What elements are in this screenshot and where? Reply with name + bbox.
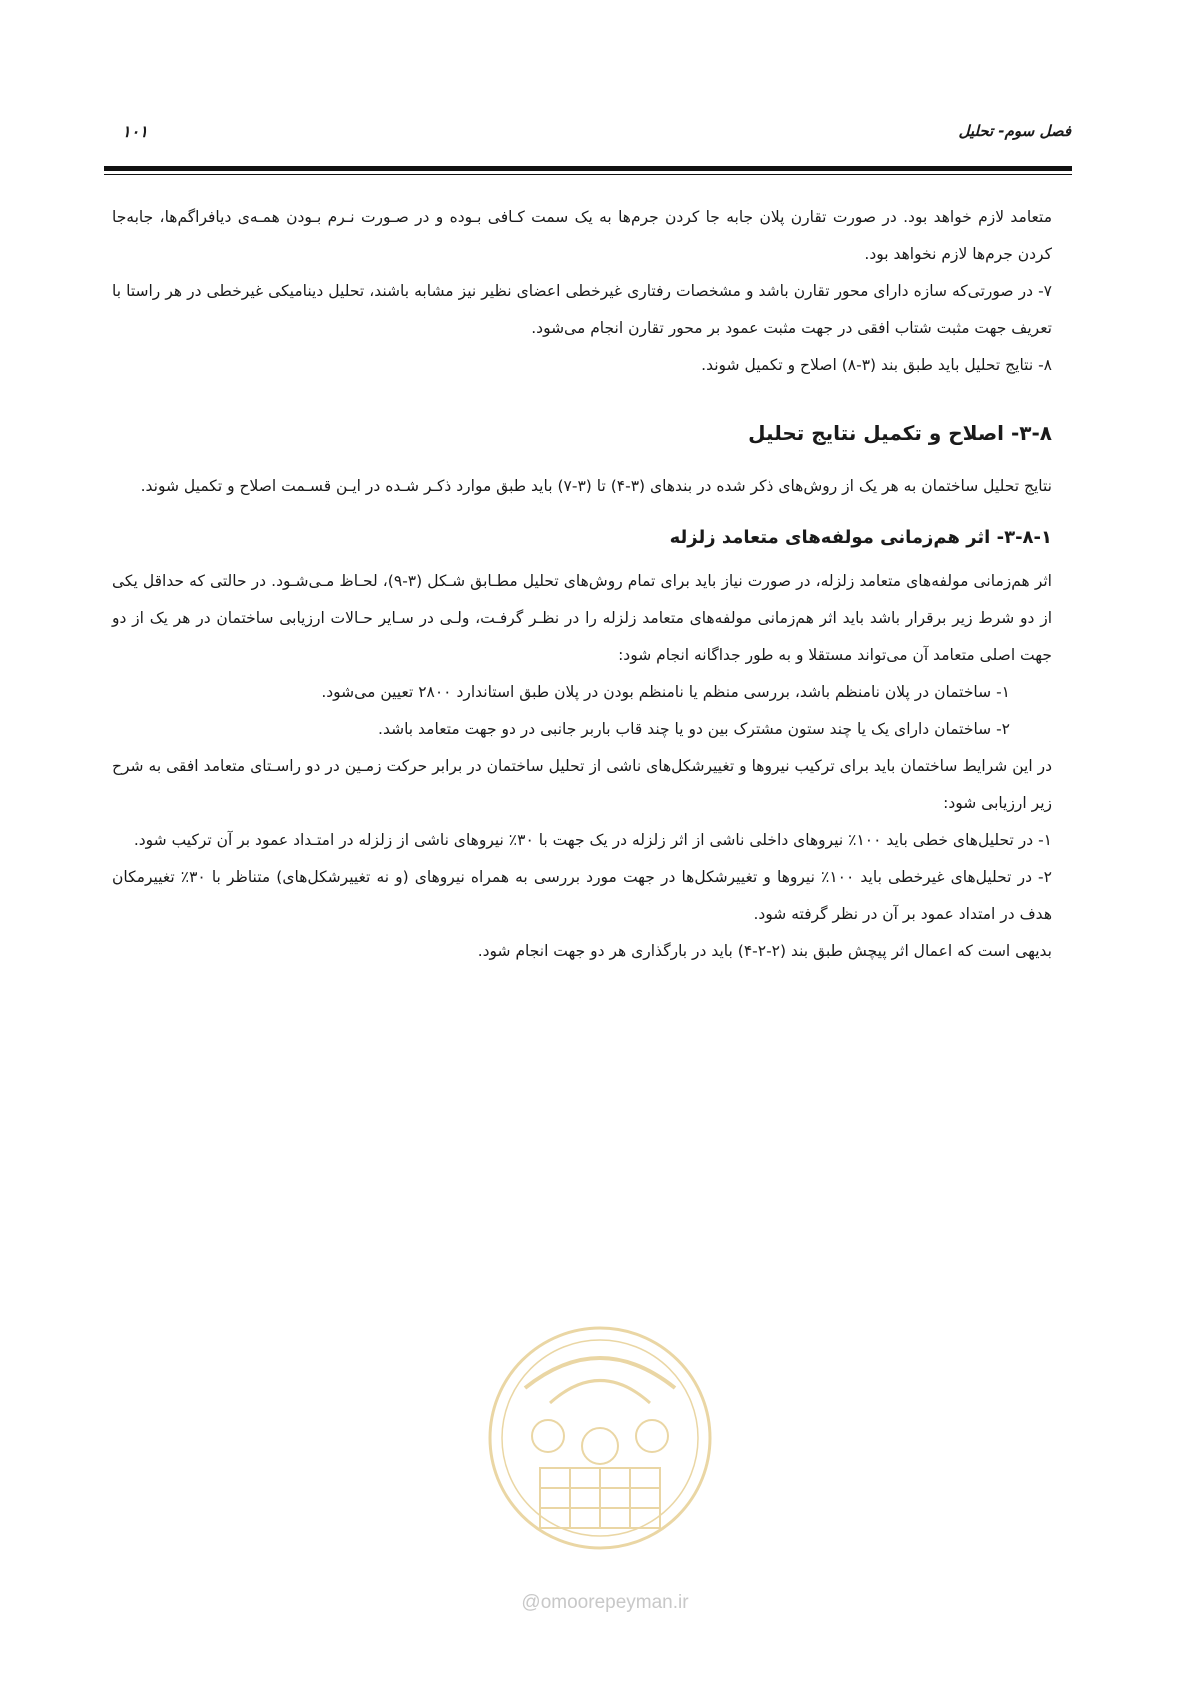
intro-paragraph: متعامد لازم خواهد بود. در صورت تقارن پلان جابه جا کردن جرم‌ها به یک سمت کـافی بـوده و در صـورت نـرم بـودن همـه‌ی دیافراگم‌ها، جابه‌جا کردن جرم‌ها لازم نخواهد بود. (112, 208, 1052, 263)
nonlinear-rule: ۲- در تحلیل‌های غیرخطی باید ۱۰۰٪ نیروها و تغییرشکل‌ها در جهت مورد بررسی به همراه نیروهای (و نه تغییرشکل‌های) متناظر با ۳۰٪ تغییرمکان هدف در امتداد عمود بر آن در نظر گرفته شود. (112, 868, 1052, 923)
list-item-8: ۸- نتایج تحلیل باید طبق بند (۳-۸) اصلاح و تکمیل شوند. (701, 356, 1052, 374)
page-header (110, 122, 1071, 152)
torsion-note: بدیهی است که اعمال اثر پیچش طبق بند (۲-۲-۴) باید در بارگذاری هر دو جهت انجام شود. (477, 942, 1052, 960)
subsection-paragraph: اثر هم‌زمانی مولفه‌های متعامد زلزله، در صورت نیاز باید برای تمام روش‌های تحلیل مطـابق شـکل (۳-۹)، لحـاظ مـی‌شـود. در حالتی که حداقل یکی از دو شرط زیر برقرار باشد باید اثر هم‌زمانی مولفه‌های متعامد زلزله را در نظـر گرفـت، ولـی در سـایر حـالات ارزیابی ساختمان در هر یک از دو جهت اصلی متعامد آن می‌تواند مستقلا و به طور جداگانه انجام شود: (112, 572, 1052, 664)
header-rule-thick (104, 166, 1072, 171)
subsection-heading: ۳-۸-۱- اثر هم‌زمانی مولفه‌های متعامد زلزله (669, 527, 1052, 548)
watermark-site: @omoorepeyman.ir (521, 1592, 689, 1613)
watermark-logo (480, 1318, 720, 1558)
page-content (112, 199, 1052, 970)
combination-paragraph: در این شرایط ساختمان باید برای ترکیب نیروها و تغییرشکل‌های ناشی از تحلیل ساختمان در برابر حرکت زمـین در دو راسـتای متعامد افقی به شرح زیر ارزیابی شود: (112, 757, 1052, 812)
chapter-title: فصل سوم- تحلیل (958, 122, 1071, 140)
list-item-7: ۷- در صورتی‌که سازه دارای محور تقارن باشد و مشخصات رفتاری غیرخطی اعضای نظیر نیز مشابه باشند، تحلیل دینامیکی غیرخطی در هر راستا با تعریف جهت مثبت شتاب افقی در جهت مثبت عمود بر محور تقارن انجام می‌شود. (112, 282, 1052, 337)
linear-rule: ۱- در تحلیل‌های خطی باید ۱۰۰٪ نیروهای داخلی ناشی از اثر زلزله در یک جهت با ۳۰٪ نیروهای ناشی از زلزله در امتـداد عمود بر آن ترکیب شود. (133, 831, 1052, 849)
header-rule-thin (104, 174, 1072, 175)
condition-2: ۲- ساختمان دارای یک یا چند ستون مشترک بین دو یا چند قاب باربر جانبی در دو جهت متعامد باشد. (378, 720, 1010, 738)
page-number: ۱۰۱ (122, 122, 148, 141)
section-heading: ۳-۸- اصلاح و تکمیل نتایج تحلیل (748, 421, 1052, 445)
section-body: نتایج تحلیل ساختمان به هر یک از روش‌های ذکر شده در بندهای (۳-۴) تا (۳-۷) باید طبق موارد ذکـر شـده در ایـن قسـمت اصلاح و تکمیل شوند. (140, 477, 1052, 495)
condition-1: ۱- ساختمان در پلان نامنظم باشد، بررسی منظم یا نامنظم بودن در پلان طبق استاندارد ۲۸۰۰ تعیین می‌شود. (321, 683, 1010, 701)
